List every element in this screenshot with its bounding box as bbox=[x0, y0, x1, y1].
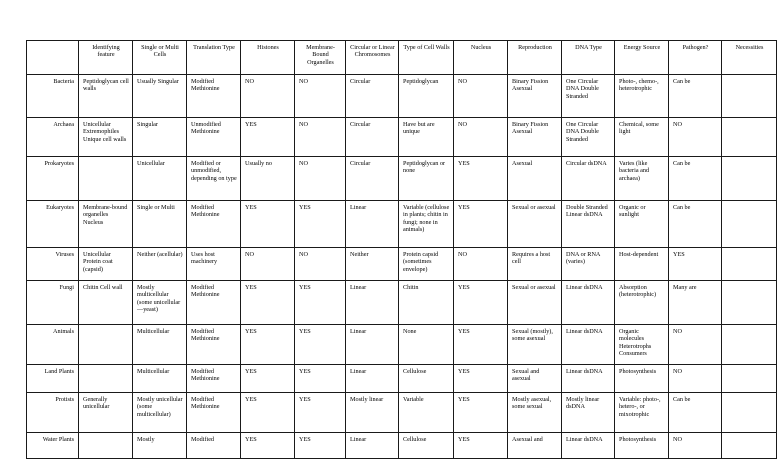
table-cell: Multicellular bbox=[133, 365, 187, 393]
table-cell: Peptidoglycan cell walls bbox=[79, 75, 133, 118]
pathogen-header: Pathogen? bbox=[669, 41, 722, 75]
chromosomes-header: Circular or Linear Chromosomes bbox=[346, 41, 399, 75]
table-row bbox=[27, 201, 777, 248]
table-cell: Mostly multicellular (some unicellular—yeast) bbox=[133, 281, 187, 325]
table-cell: Peptidoglycan or none bbox=[399, 157, 454, 201]
table-cell: Linear bbox=[346, 365, 399, 393]
row-label: Animals bbox=[27, 325, 79, 365]
reproduction-header: Reproduction bbox=[508, 41, 562, 75]
table-cell bbox=[722, 157, 777, 201]
table-cell: YES bbox=[454, 325, 508, 365]
table-cell: Binary Fission Asexual bbox=[508, 75, 562, 118]
organelles-header: Membrane-Bound Organelles bbox=[295, 41, 346, 75]
header-row bbox=[27, 41, 777, 75]
table-cell: Linear bbox=[346, 433, 399, 459]
table-cell: Double Stranded Linear dsDNA bbox=[562, 201, 615, 248]
table-cell bbox=[79, 365, 133, 393]
table-cell: Mostly linear dsDNA bbox=[562, 393, 615, 433]
table-cell: NO bbox=[295, 118, 346, 157]
table-cell: Neither bbox=[346, 248, 399, 281]
table-cell bbox=[722, 118, 777, 157]
table-cell bbox=[722, 433, 777, 459]
table-cell: Generally unicellular bbox=[79, 393, 133, 433]
table-cell bbox=[79, 433, 133, 459]
table-cell: Organic molecules Heterotrophs Consumers bbox=[615, 325, 669, 365]
histones-header: Histones bbox=[241, 41, 295, 75]
table-row bbox=[27, 118, 777, 157]
table-cell bbox=[722, 365, 777, 393]
table-cell: Chitin bbox=[399, 281, 454, 325]
table-cell: Modified Methionine bbox=[187, 365, 241, 393]
table-cell: Circular bbox=[346, 75, 399, 118]
table-cell: Circular bbox=[346, 118, 399, 157]
table-cell: Modified Methionine bbox=[187, 393, 241, 433]
table-cell: YES bbox=[295, 433, 346, 459]
row-label: Viruses bbox=[27, 248, 79, 281]
table-row bbox=[27, 393, 777, 433]
table-cell bbox=[79, 157, 133, 201]
table-cell: NO bbox=[454, 118, 508, 157]
table-cell: NO bbox=[241, 248, 295, 281]
table-cell: Usually Singular bbox=[133, 75, 187, 118]
row-label: Fungi bbox=[27, 281, 79, 325]
table-cell: NO bbox=[669, 118, 722, 157]
table-cell: NO bbox=[295, 157, 346, 201]
table-cell: Variable bbox=[399, 393, 454, 433]
table-row bbox=[27, 325, 777, 365]
translation-type-header: Translation Type bbox=[187, 41, 241, 75]
table-cell: Peptidoglycan bbox=[399, 75, 454, 118]
table-cell bbox=[722, 248, 777, 281]
table-cell bbox=[79, 325, 133, 365]
cell-walls-header: Type of Cell Walls bbox=[399, 41, 454, 75]
table-cell: Organic or sunlight bbox=[615, 201, 669, 248]
table-cell: Variable: photo-, hetero-, or mixotrophic bbox=[615, 393, 669, 433]
table-cell: Mostly bbox=[133, 433, 187, 459]
row-label: Protists bbox=[27, 393, 79, 433]
table-cell bbox=[722, 281, 777, 325]
table-cell: NO bbox=[295, 75, 346, 118]
table-cell: Modified Methionine bbox=[187, 201, 241, 248]
table-cell: Linear dsDNA bbox=[562, 433, 615, 459]
table-cell: Neither (acellular) bbox=[133, 248, 187, 281]
comparison-table bbox=[26, 40, 777, 459]
table-cell: Asexual bbox=[508, 157, 562, 201]
table-cell: Sexual and asexual bbox=[508, 365, 562, 393]
table-cell: YES bbox=[295, 393, 346, 433]
table-cell: Uses host machinery bbox=[187, 248, 241, 281]
table-cell: Modified Methionine bbox=[187, 281, 241, 325]
table-cell: Unicellular Extremophiles Unique cell walls bbox=[79, 118, 133, 157]
table-cell: NO bbox=[454, 75, 508, 118]
table-cell: YES bbox=[241, 393, 295, 433]
table-cell: YES bbox=[454, 433, 508, 459]
row-label: Eukaryotes bbox=[27, 201, 79, 248]
table-cell: Linear bbox=[346, 281, 399, 325]
table-cell: Single or Multi bbox=[133, 201, 187, 248]
table-cell: YES bbox=[454, 201, 508, 248]
table-cell: Linear bbox=[346, 201, 399, 248]
row-label: Archaea bbox=[27, 118, 79, 157]
table-cell: YES bbox=[241, 365, 295, 393]
table-cell: One Circular DNA Double Stranded bbox=[562, 118, 615, 157]
table-cell bbox=[722, 325, 777, 365]
table-cell: YES bbox=[454, 365, 508, 393]
table-cell: Modified Methionine bbox=[187, 75, 241, 118]
table-cell: Multicellular bbox=[133, 325, 187, 365]
table-cell: Variable (cellulose in plants; chitin in fungi; none in animals) bbox=[399, 201, 454, 248]
table-cell bbox=[722, 201, 777, 248]
table-cell: Unicellular Protein coat (capsid) bbox=[79, 248, 133, 281]
table-cell: Cellulose bbox=[399, 365, 454, 393]
table-row bbox=[27, 157, 777, 201]
table-cell: Mostly unicellular (some multicellular) bbox=[133, 393, 187, 433]
row-label: Bacteria bbox=[27, 75, 79, 118]
table-cell: YES bbox=[241, 433, 295, 459]
table-cell bbox=[722, 393, 777, 433]
table-cell: Photosynthesis bbox=[615, 433, 669, 459]
table-cell: Membrane-bound organelles Nucleus bbox=[79, 201, 133, 248]
table-cell: Mostly linear bbox=[346, 393, 399, 433]
table-cell: Linear dsDNA bbox=[562, 325, 615, 365]
table-cell: Circular dsDNA bbox=[562, 157, 615, 201]
table-row bbox=[27, 433, 777, 459]
identifying-feature-header: Identifying feature bbox=[79, 41, 133, 75]
row-label: Water Plants bbox=[27, 433, 79, 459]
table-cell: Can be bbox=[669, 393, 722, 433]
table-cell: Can be bbox=[669, 201, 722, 248]
table-row bbox=[27, 365, 777, 393]
table-cell bbox=[722, 75, 777, 118]
energy-source-header: Energy Source bbox=[615, 41, 669, 75]
table-cell: Sexual or asexual bbox=[508, 201, 562, 248]
table-cell: NO bbox=[295, 248, 346, 281]
table-cell: Linear bbox=[346, 325, 399, 365]
table-cell: YES bbox=[454, 393, 508, 433]
table-cell: Unicellular bbox=[133, 157, 187, 201]
row-label: Prokaryotes bbox=[27, 157, 79, 201]
table-cell: Modified bbox=[187, 433, 241, 459]
table-cell: Varies (like bacteria and archaea) bbox=[615, 157, 669, 201]
table-cell: YES bbox=[241, 118, 295, 157]
table-cell: Binary Fission Asexual bbox=[508, 118, 562, 157]
table-cell: Photo-, chemo-, heterotrophic bbox=[615, 75, 669, 118]
table-cell: Have but are unique bbox=[399, 118, 454, 157]
table-cell: Singular bbox=[133, 118, 187, 157]
table-cell: NO bbox=[241, 75, 295, 118]
table-cell: YES bbox=[241, 201, 295, 248]
table-cell: YES bbox=[295, 281, 346, 325]
table-cell: Host-dependent bbox=[615, 248, 669, 281]
table-cell: One Circular DNA Double Stranded bbox=[562, 75, 615, 118]
table-cell: Sexual (mostly), some asexual bbox=[508, 325, 562, 365]
cell-count-header: Single or Multi Cells bbox=[133, 41, 187, 75]
table-cell: Cellulose bbox=[399, 433, 454, 459]
table-cell: NO bbox=[454, 248, 508, 281]
table-cell: Can be bbox=[669, 157, 722, 201]
row-label: Land Plants bbox=[27, 365, 79, 393]
table-cell: YES bbox=[241, 325, 295, 365]
table-cell: Sexual or asexual bbox=[508, 281, 562, 325]
table-cell: Usually no bbox=[241, 157, 295, 201]
table-cell: Chitin Cell wall bbox=[79, 281, 133, 325]
table-row bbox=[27, 248, 777, 281]
table-cell: Linear dsDNA bbox=[562, 281, 615, 325]
table-cell: NO bbox=[669, 433, 722, 459]
table-cell: Photosynthesis bbox=[615, 365, 669, 393]
table-cell: Can be bbox=[669, 75, 722, 118]
necessities-header: Necessities bbox=[722, 41, 777, 75]
table-row bbox=[27, 75, 777, 118]
nucleus-header: Nucleus bbox=[454, 41, 508, 75]
table-cell: Chemical, some light bbox=[615, 118, 669, 157]
table-row bbox=[27, 281, 777, 325]
table-cell: Linear dsDNA bbox=[562, 365, 615, 393]
table-cell: YES bbox=[295, 365, 346, 393]
table-cell: Asexual and bbox=[508, 433, 562, 459]
table-cell: Modified Methionine bbox=[187, 325, 241, 365]
table-cell: Mostly asexual, some sexual bbox=[508, 393, 562, 433]
row-label-header bbox=[27, 41, 79, 75]
dna-type-header: DNA Type bbox=[562, 41, 615, 75]
table-cell: Absorption (heterotrophic) bbox=[615, 281, 669, 325]
table-cell: Requires a host cell bbox=[508, 248, 562, 281]
table-cell: YES bbox=[241, 281, 295, 325]
table-cell: Circular bbox=[346, 157, 399, 201]
table-cell: NO bbox=[669, 365, 722, 393]
table-cell: Unmodified Methionine bbox=[187, 118, 241, 157]
table-cell: NO bbox=[669, 325, 722, 365]
table-cell: Modified or unmodified, depending on type bbox=[187, 157, 241, 201]
table-cell: YES bbox=[295, 325, 346, 365]
table-cell: YES bbox=[669, 248, 722, 281]
table-cell: None bbox=[399, 325, 454, 365]
table-cell: YES bbox=[454, 157, 508, 201]
table-cell: DNA or RNA (varies) bbox=[562, 248, 615, 281]
table-cell: Protein capsid (sometimes envelope) bbox=[399, 248, 454, 281]
table-cell: YES bbox=[295, 201, 346, 248]
table-cell: YES bbox=[454, 281, 508, 325]
table-cell: Many are bbox=[669, 281, 722, 325]
